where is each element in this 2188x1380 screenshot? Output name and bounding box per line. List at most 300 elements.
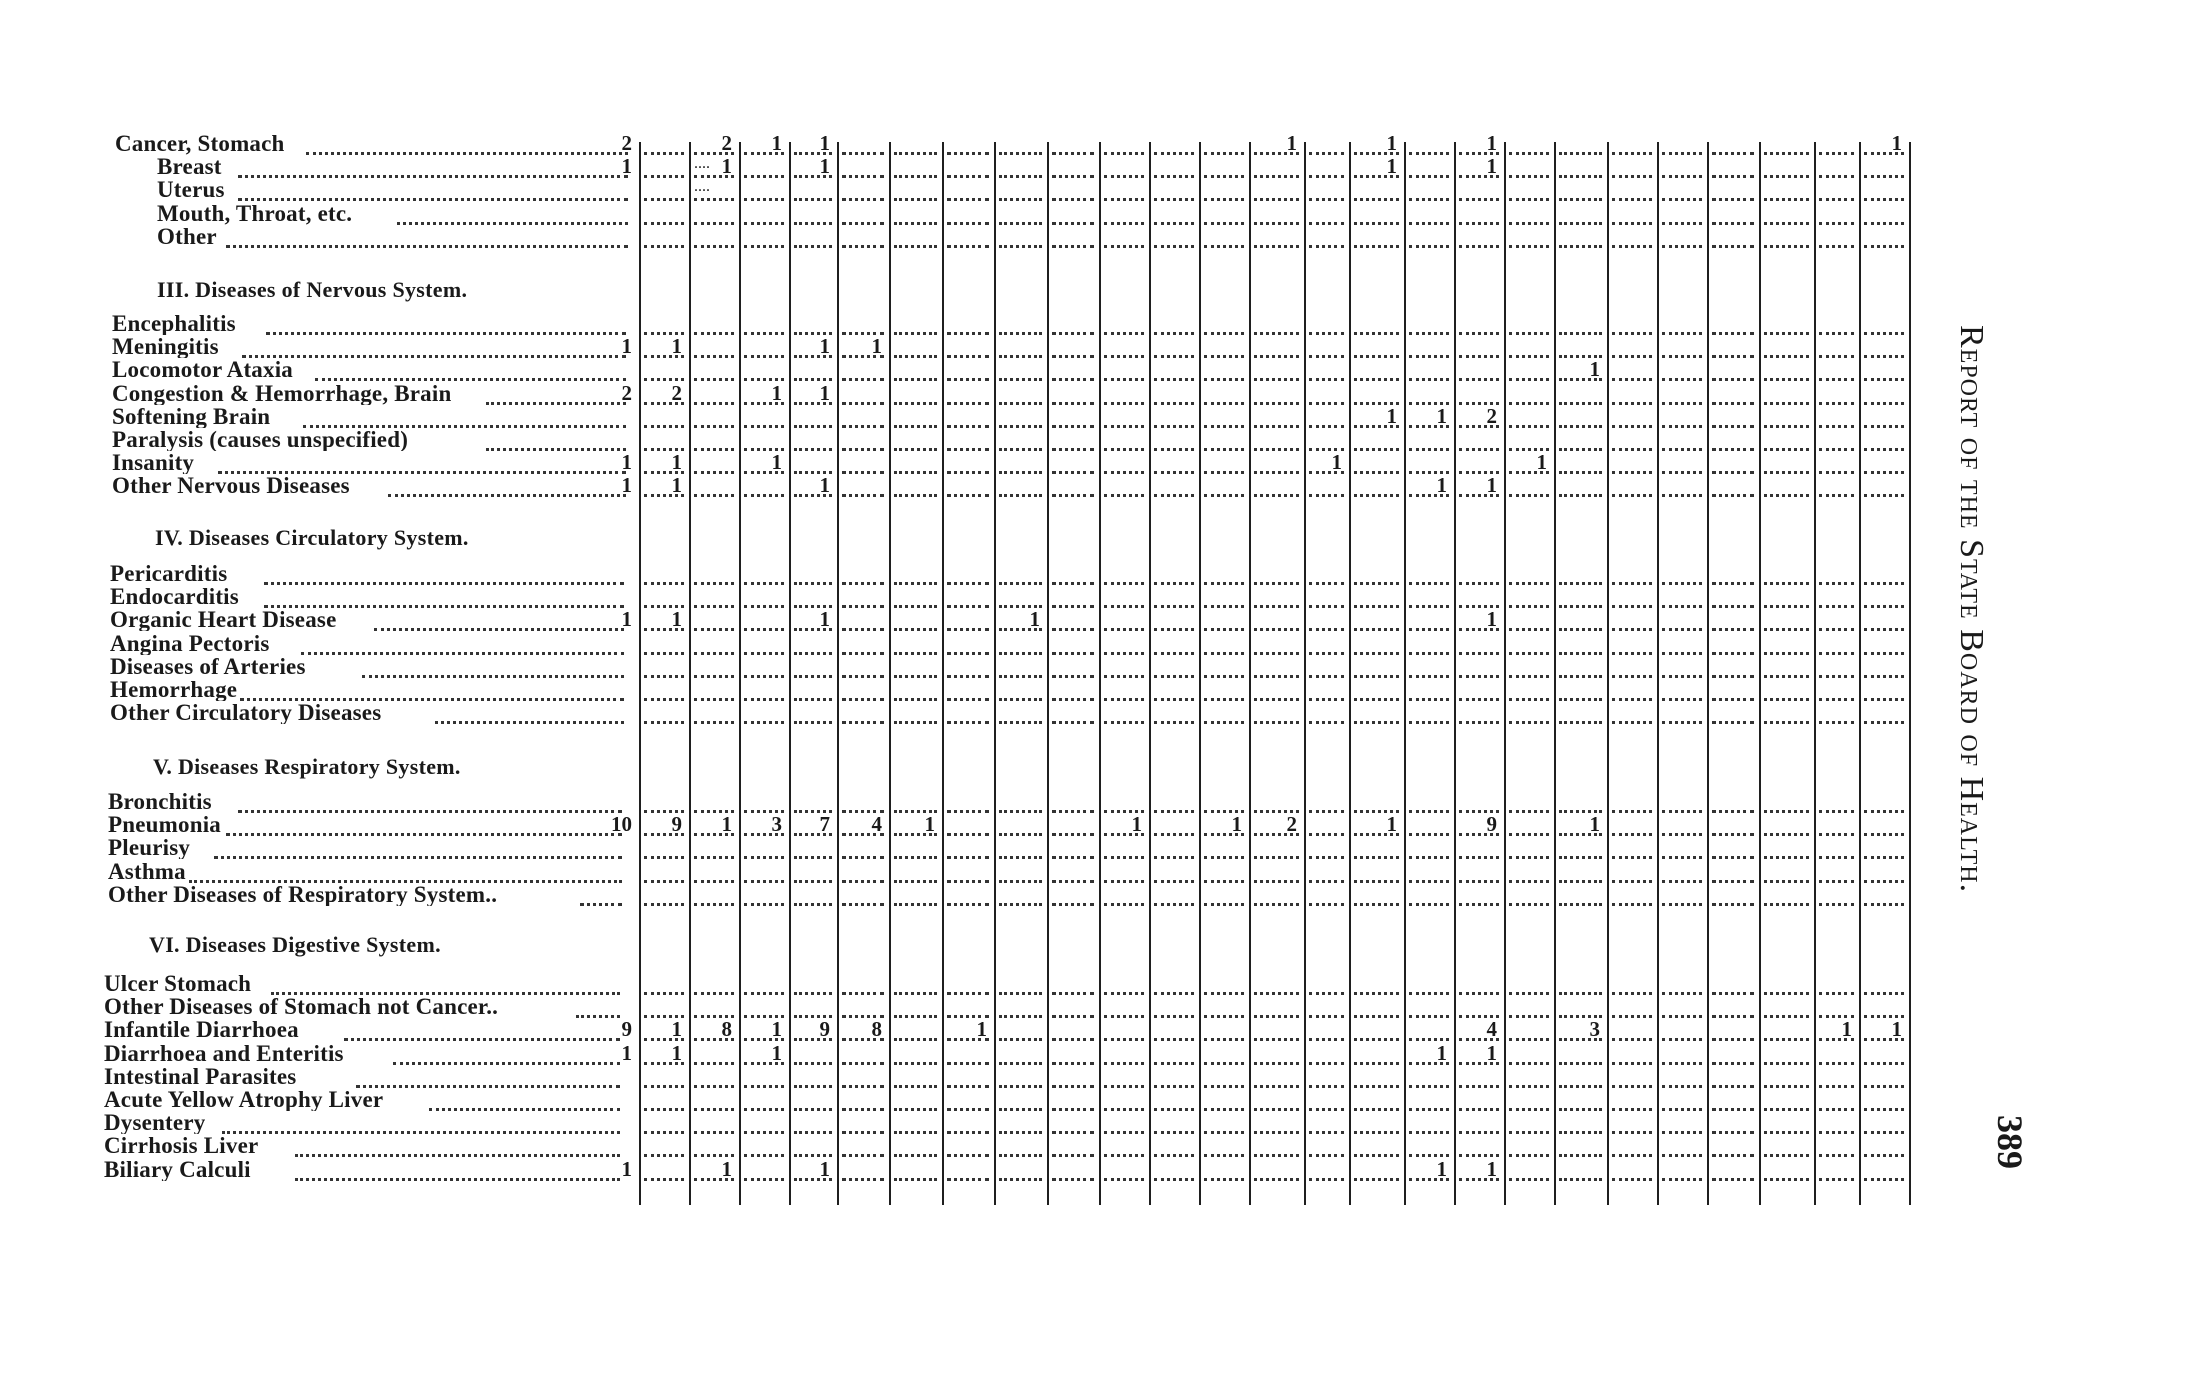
cell-dots: [1052, 810, 1094, 813]
row-label: Congestion & Hemorrhage, Brain: [112, 381, 452, 405]
cell-dots: [1459, 880, 1499, 883]
cell-dots: [1509, 880, 1549, 883]
cell-dots: [1309, 582, 1344, 585]
dot-leader: [222, 1131, 620, 1134]
cell-dots: [1409, 675, 1449, 678]
cell-dots: [1509, 628, 1549, 631]
cell-dots: [1309, 810, 1344, 813]
column-rule: [889, 142, 891, 1205]
cell-dots: [1309, 1108, 1344, 1111]
cell-dots: [1662, 1015, 1702, 1018]
cell-dots: [1154, 355, 1194, 358]
cell-dots: [1254, 652, 1299, 655]
cell-dots: [1459, 355, 1499, 358]
cell-dots: [1819, 992, 1854, 995]
cell-value: 1: [1131, 812, 1142, 837]
cell-value: 1: [871, 334, 882, 359]
cell-dots: [1254, 222, 1299, 225]
row-label: Asthma: [108, 859, 186, 883]
cell-dots: [1819, 402, 1854, 405]
cell-dots: [1052, 1178, 1094, 1181]
cell-dots: [644, 582, 684, 585]
column-rule: [1199, 142, 1201, 1205]
cell-dots: [1662, 880, 1702, 883]
cell-dots: [1662, 675, 1702, 678]
cell-dots: [947, 222, 989, 225]
cell-dots: [1254, 378, 1299, 381]
cell-dots: [1309, 245, 1344, 248]
cell-dots: [1819, 175, 1854, 178]
cell-dots: [1052, 448, 1094, 451]
cell-dots: [1409, 448, 1449, 451]
cell-dots: [1459, 332, 1499, 335]
cell-dots: [1052, 675, 1094, 678]
cell-dots: [1712, 675, 1754, 678]
dot-leader: [344, 1038, 620, 1041]
cell-dots: [1459, 198, 1499, 201]
cell-value: 1: [1486, 473, 1497, 498]
cell-dots: [999, 1178, 1042, 1181]
cell-dots: [894, 1015, 937, 1018]
cell-dots: [894, 628, 937, 631]
cell-dots: [1819, 222, 1854, 225]
cell-dots: [842, 175, 884, 178]
cell-dots: [1154, 992, 1194, 995]
cell-value: 4: [1486, 1017, 1497, 1042]
cell-dots: [1864, 1108, 1904, 1111]
section-heading: III. Diseases of Nervous System.: [157, 277, 468, 302]
cell-dots: [1104, 448, 1144, 451]
cell-dots: [1154, 1038, 1194, 1041]
cell-dots: [1509, 675, 1549, 678]
cell-dots: [1309, 1062, 1344, 1065]
cell-dots: [1354, 222, 1399, 225]
column-rule: [837, 142, 839, 1205]
cell-dots: [1204, 332, 1244, 335]
cell-dots: [1204, 471, 1244, 474]
cell-dots: [894, 1062, 937, 1065]
cell-dots: [694, 652, 734, 655]
cell-dots: [1612, 425, 1652, 428]
row-label: Other Diseases of Stomach not Cancer..: [104, 995, 499, 1019]
cell-dots: [1509, 1085, 1549, 1088]
cell-value: 2: [1486, 403, 1497, 428]
cell-dots: [1309, 880, 1344, 883]
cell-dots: [1104, 332, 1144, 335]
cell-dots: [1104, 152, 1144, 155]
cell-dots: [1409, 856, 1449, 859]
cell-dots: [894, 355, 937, 358]
cell-dots: [1409, 1108, 1449, 1111]
cell-dots: [1662, 378, 1702, 381]
cell-dots: [1354, 355, 1399, 358]
cell-dots: [744, 675, 784, 678]
cell-dots: [794, 222, 832, 225]
dot-leader: [486, 448, 626, 451]
cell-dots: [744, 1178, 784, 1181]
cell-dots: [1819, 628, 1854, 631]
cell-dots: [894, 152, 937, 155]
cell-dots: [1712, 605, 1754, 608]
cell-dots: [842, 402, 884, 405]
cell-dots: [894, 175, 937, 178]
cell-dots: [644, 245, 684, 248]
cell-dots: [1864, 992, 1904, 995]
row-label: Locomotor Ataxia: [112, 358, 294, 382]
cell-value: 9: [1486, 812, 1497, 837]
cell-dots: [1154, 175, 1194, 178]
cell-dots: [1254, 1108, 1299, 1111]
row-label: Pneumonia: [108, 813, 221, 837]
cell-dots: [694, 471, 734, 474]
cell-dots: [1712, 698, 1754, 701]
cell-dots: [1459, 856, 1499, 859]
cell-dots: [1764, 856, 1809, 859]
cell-dots: [1712, 1108, 1754, 1111]
cell-dots: [1052, 605, 1094, 608]
cell-dots: [1612, 332, 1652, 335]
dot-leader: [295, 1154, 620, 1157]
cell-dots: [1712, 355, 1754, 358]
column-rule: [739, 142, 741, 1205]
cell-dots: [644, 425, 684, 428]
cell-dots: [1104, 494, 1144, 497]
cell-dots: [1254, 605, 1299, 608]
column-rule: [689, 142, 691, 1205]
dot-leader: [238, 810, 622, 813]
cell-dots: [1819, 332, 1854, 335]
cell-dots: [894, 992, 937, 995]
cell-dots: [1154, 810, 1194, 813]
cell-dots: [1104, 1108, 1144, 1111]
cell-value: 1: [1486, 1040, 1497, 1065]
cell-dots: [1354, 1085, 1399, 1088]
cell-value: 1: [671, 450, 682, 475]
cell-dots: [1154, 675, 1194, 678]
cell-dots: [999, 1038, 1042, 1041]
cell-dots: [1712, 856, 1754, 859]
cell-dots: [1104, 425, 1144, 428]
cell-dots: [1764, 903, 1809, 906]
cell-dots: [1764, 402, 1809, 405]
cell-dots: [1309, 1154, 1344, 1157]
column-rule: [1814, 142, 1816, 1205]
row-label: Organic Heart Disease: [110, 608, 337, 632]
cell-dots: [1154, 605, 1194, 608]
cell-dots: [1612, 378, 1652, 381]
cell-dots: [1104, 1085, 1144, 1088]
cell-dots: [1509, 222, 1549, 225]
cell-dots: [1052, 1038, 1094, 1041]
cell-dots: [1612, 698, 1652, 701]
cell-value: 1: [771, 1040, 782, 1065]
cell-dots: [1309, 1131, 1344, 1134]
cell-dots: [1662, 332, 1702, 335]
cell-value: 10: [611, 812, 632, 837]
cell-dots: [1864, 494, 1904, 497]
dot-leader: [356, 1085, 620, 1088]
cell-dots: [1819, 471, 1854, 474]
cell-dots: [1612, 494, 1652, 497]
cell-dots: [894, 652, 937, 655]
cell-dots: [794, 880, 832, 883]
row-label: Pericarditis: [110, 562, 228, 585]
cell-dots: [1052, 582, 1094, 585]
cell-dots: [1154, 1085, 1194, 1088]
cell-dots: [999, 810, 1042, 813]
cell-dots: [1154, 332, 1194, 335]
cell-dots: [1409, 1085, 1449, 1088]
cell-dots: [1559, 1154, 1602, 1157]
cell-dots: [1662, 355, 1702, 358]
cell-dots: [1864, 245, 1904, 248]
cell-dots: [1509, 332, 1549, 335]
cell-dots: [1712, 1131, 1754, 1134]
cell-dots: [1254, 494, 1299, 497]
cell-dots: [1459, 675, 1499, 678]
cell-dots: [1052, 1108, 1094, 1111]
cell-value: 1: [1536, 450, 1547, 475]
cell-value: 1: [1436, 1040, 1447, 1065]
cell-dots: [1459, 721, 1499, 724]
cell-dots: [1154, 1015, 1194, 1018]
cell-dots: [1104, 856, 1144, 859]
cell-dots: [1154, 652, 1194, 655]
cell-dots: [1712, 1038, 1754, 1041]
cell-dots: [694, 355, 734, 358]
cell-dots: [1559, 222, 1602, 225]
cell-dots: [894, 448, 937, 451]
cell-dots: [1819, 378, 1854, 381]
cell-value: 1: [819, 131, 830, 155]
cell-dots: [1254, 332, 1299, 335]
cell-dots: [1354, 494, 1399, 497]
cell-dots: [1662, 1131, 1702, 1134]
cell-dots: [1254, 425, 1299, 428]
cell-dots: [1712, 810, 1754, 813]
cell-dots: [1459, 698, 1499, 701]
cell-dots: [694, 1085, 734, 1088]
cell-value: 1: [1486, 607, 1497, 632]
cell-dots: [1104, 880, 1144, 883]
cell-value: 1: [1486, 1156, 1497, 1181]
cell-dots: [1309, 332, 1344, 335]
row-label: Diseases of Arteries: [110, 654, 306, 678]
cell-dots: [947, 992, 989, 995]
cell-dots: [1254, 175, 1299, 178]
cell-dots: [1104, 355, 1144, 358]
cell-dots: [999, 1085, 1042, 1088]
cell-dots: [1354, 471, 1399, 474]
cell-dots: [1612, 1015, 1652, 1018]
cell-dots: [1509, 1108, 1549, 1111]
cell-dots: [644, 856, 684, 859]
cell-dots: [1354, 198, 1399, 201]
cell-dots: [1509, 1154, 1549, 1157]
cell-dots: [1819, 1108, 1854, 1111]
cell-dots: [1309, 152, 1344, 155]
cell-dots: [1052, 1062, 1094, 1065]
cell-dots: [694, 856, 734, 859]
cell-dots: [1864, 1062, 1904, 1065]
cell-dots: [694, 332, 734, 335]
cell-value: 9: [671, 812, 682, 837]
row-label: Cancer, Stomach: [115, 132, 285, 155]
cell-dots: [1819, 675, 1854, 678]
cell-dots: [1309, 198, 1344, 201]
cell-dots: [1612, 903, 1652, 906]
cell-dots: [1309, 355, 1344, 358]
cell-dots: [999, 903, 1042, 906]
cell-dots: [744, 494, 784, 497]
cell-dots: [1559, 1178, 1602, 1181]
cell-value: 2: [671, 380, 682, 405]
cell-dots: [1254, 471, 1299, 474]
cell-dots: [794, 652, 832, 655]
cell-dots: [794, 1062, 832, 1065]
cell-dots: [1559, 198, 1602, 201]
cell-dots: [894, 675, 937, 678]
cell-dots: [1409, 698, 1449, 701]
cell-value: 2: [1286, 812, 1297, 837]
cell-dots: [1764, 992, 1809, 995]
cell-dots: [1662, 448, 1702, 451]
column-rule: [994, 142, 996, 1205]
cell-dots: [1204, 992, 1244, 995]
cell-dots: [1254, 198, 1299, 201]
cell-dots: [744, 1154, 784, 1157]
cell-dots: [894, 402, 937, 405]
cell-dots: [1712, 903, 1754, 906]
cell-dots: [744, 175, 784, 178]
row-label: Angina Pectoris: [110, 631, 270, 655]
cell-dots: [1154, 833, 1194, 836]
cell-dots: [1204, 903, 1244, 906]
cell-dots: [1662, 1085, 1702, 1088]
cell-dots: [1662, 222, 1702, 225]
cell-dots: [1864, 652, 1904, 655]
cell-dots: [1354, 605, 1399, 608]
cell-dots: [1104, 605, 1144, 608]
cell-dots: [894, 494, 937, 497]
cell-dots: [794, 1108, 832, 1111]
cell-dots: [794, 425, 832, 428]
cell-dots: [1509, 1015, 1549, 1018]
cell-dots: [1559, 1085, 1602, 1088]
cell-dots: [1354, 856, 1399, 859]
cell-value: 3: [771, 812, 782, 837]
cell-dots: [1559, 245, 1602, 248]
cell-dots: [947, 1108, 989, 1111]
cell-dots: [947, 355, 989, 358]
cell-dots: [1509, 152, 1549, 155]
cell-dots: [1309, 175, 1344, 178]
cell-dots: [694, 698, 734, 701]
section-heading: V. Diseases Respiratory System.: [153, 754, 461, 779]
cell-dots: [1509, 494, 1549, 497]
cell-dots: [1712, 425, 1754, 428]
cell-dots: [1559, 402, 1602, 405]
cell-dots: [694, 494, 734, 497]
cell-dots: [1154, 1154, 1194, 1157]
cell-dots: [1154, 425, 1194, 428]
cell-dots: [1104, 1178, 1144, 1181]
cell-dots: [1204, 605, 1244, 608]
cell-dots: [1204, 1178, 1244, 1181]
cell-dots: [1104, 198, 1144, 201]
cell-dots: [842, 245, 884, 248]
cell-dots: [947, 332, 989, 335]
cell-dots: [1254, 628, 1299, 631]
cell-dots: [1764, 582, 1809, 585]
cell-dots: [1509, 378, 1549, 381]
cell-dots: [1864, 471, 1904, 474]
cell-dots: [1309, 605, 1344, 608]
cell-dots: [1154, 402, 1194, 405]
cell-dots: [1154, 198, 1194, 201]
cell-dots: [1254, 1178, 1299, 1181]
cell-dots: [1559, 652, 1602, 655]
cell-dots: [1254, 1131, 1299, 1134]
cell-dots: [1154, 1062, 1194, 1065]
cell-dots: [1819, 245, 1854, 248]
column-rule: [942, 142, 944, 1205]
cell-value: 1: [621, 1156, 632, 1181]
cell-dots: [1819, 856, 1854, 859]
cell-dots: [1409, 903, 1449, 906]
cell-dots: [1254, 675, 1299, 678]
cell-dots: [842, 222, 884, 225]
cell-dots: [1764, 698, 1809, 701]
cell-value: 1: [1486, 131, 1497, 155]
cell-dots: [694, 1108, 734, 1111]
dot-leader: [374, 628, 624, 631]
cell-dots: [1254, 582, 1299, 585]
cell-dots: [1559, 332, 1602, 335]
cell-dots: [1612, 880, 1652, 883]
cell-dots: [1204, 856, 1244, 859]
cell-dots: [1204, 1154, 1244, 1157]
cell-dots: [1204, 152, 1244, 155]
cell-dots: [1662, 425, 1702, 428]
cell-dots: [842, 425, 884, 428]
cell-dots: [1559, 856, 1602, 859]
cell-dots: [1509, 721, 1549, 724]
cell-dots: [1509, 903, 1549, 906]
dot-leader: [238, 175, 628, 178]
cell-dots: [1509, 402, 1549, 405]
cell-dots: [1864, 582, 1904, 585]
cell-dots: [947, 1154, 989, 1157]
cell-dots: [1764, 1062, 1809, 1065]
section-heading: IV. Diseases Circulatory System.: [155, 525, 469, 550]
cell-dots: [644, 721, 684, 724]
cell-dots: [1409, 1131, 1449, 1134]
cell-dots: [947, 833, 989, 836]
cell-value: 1: [1386, 812, 1397, 837]
cell-dots: [1864, 198, 1904, 201]
cell-dots: [694, 605, 734, 608]
cell-dots: [947, 652, 989, 655]
cell-dots: [1354, 448, 1399, 451]
cell-dots: [1764, 222, 1809, 225]
cell-dots: [947, 880, 989, 883]
cell-dots: [694, 402, 734, 405]
cell-dots: [1254, 1038, 1299, 1041]
cell-dots: [644, 152, 684, 155]
cell-dots: [1052, 652, 1094, 655]
cell-dots: [1864, 903, 1904, 906]
